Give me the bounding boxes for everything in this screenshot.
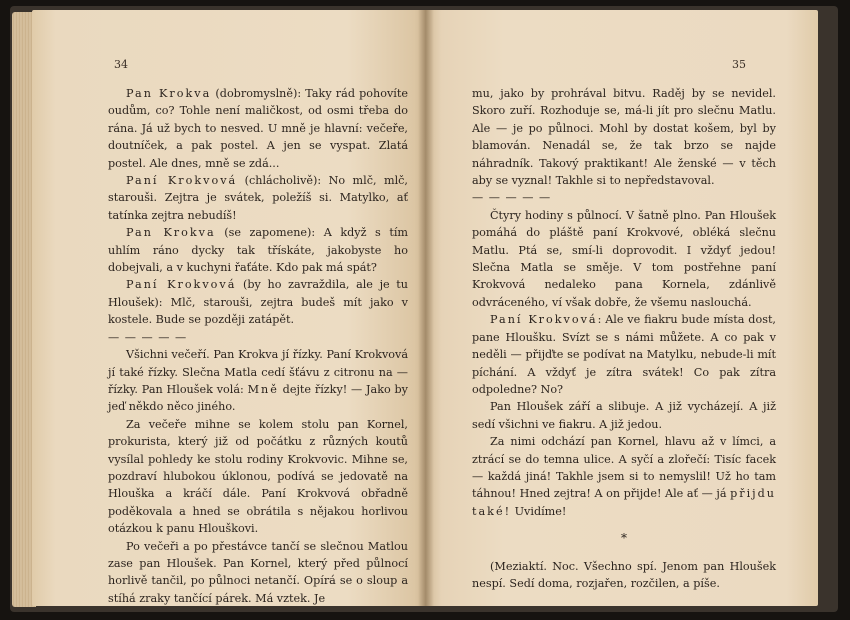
paragraph-text: dejte řízky! — Jako by jeď někdo něco jiného. (108, 382, 409, 414)
right-page-number: 35 (732, 58, 746, 71)
right-page-text (472, 85, 776, 592)
paragraph (108, 276, 408, 328)
paragraph-text: : Ale ve fiakru bude místa dost, pane Hloušku. Svízt se s námi můžete. A co pak v neděli — přijďte se podívat na Matylku, nebude-li mít píchání. A vždyť je zítra svátek! Co pak zítra odpoledne? No? (472, 313, 776, 396)
paragraph (472, 433, 776, 520)
paragraph (108, 346, 408, 416)
paragraph: Čtyry hodiny s půlnocí. V šatně plno. Pan Hloušek pomáhá do pláště paní Krokvové, obléká slečnu Matlu. Ptá se, smí-li doprovodit. I vždyť jedou! Slečna Matla se směje. V tom postřehne paní Krokvová nedaleko pana Kornela, zdánlivě odvráceného, ví však dobře, že všemu naslouchá. (472, 208, 776, 309)
right-page (426, 10, 818, 606)
spaced-emphasis: Mně (247, 382, 279, 396)
paragraph-text: (se zapomene): A když s tím uhlím ráno dycky tak třískáte, jakobyste ho dobejvali, a v kuchyni řaťáte. Kdo pak má spát? (108, 226, 409, 275)
left-page-text (108, 85, 408, 607)
spaced-emphasis: přijdu také! (472, 487, 776, 518)
speaker-name: Paní Krokvová (126, 174, 238, 188)
paragraph (108, 224, 408, 276)
asterisk-ornament: * (621, 531, 627, 546)
paragraph-text: (by ho zavraždila, ale je tu Hloušek): Mlč, starouši, zejtra budeš mít jako v kostele. Bude se později zatápět. (108, 278, 408, 327)
paragraph (472, 311, 776, 398)
paragraph-text: Uvidíme! (511, 504, 567, 518)
left-page-number: 34 (114, 58, 128, 71)
paragraph: (Meziaktí. Noc. Všechno spí. Jenom pan Hloušek nespí. Sedí doma, rozjařen, rozčilen, a píše. (472, 559, 776, 590)
paragraph-text: (chlácholivě): No mlč, mlč, starouši. Zejtra je svátek, poležíš si. Matylko, ať tatínka zejtra nebudíš! (108, 174, 408, 222)
paragraph-text: Všichni večeří. Pan Krokva jí řízky. Paní Krokvová jí také řízky. Slečna Matla cedí šťávu z citronu na — řízky. Pan Hloušek volá: (108, 348, 408, 396)
scene-break: — — — — — (472, 191, 552, 205)
scene-break: — — — — — (108, 330, 188, 344)
paragraph-text: Za nimi odchází pan Kornel, hlavu až v límci, a ztrácí se do temna ulice. A syčí a zlořečí: Tisíc facek — každá jiná! Takhle jsem si to nemyslil! Už ho tam táhnou! Hned zejtra! A on přijde! Ale ať — já (472, 435, 776, 501)
speaker-name: Paní Krokvová (126, 278, 237, 292)
left-page (32, 10, 426, 606)
paragraph-text: (dobromyslně): Taky rád pohovíte oudům, co? Tohle není maličkost, od osmi třeba do rána. Já už bych to nesved. U mně je hlavní: večeře, doutníček, a pak postel. A jen se vyspat. Zlatá postel. Ale dnes, mně se zdá... (108, 87, 408, 170)
paragraph: mu, jako by prohrával bitvu. Raděj by se nevidel. Skoro zuří. Rozhoduje se, má-li jít pro slečnu Matlu. Ale — je po půlnoci. Mohl by dostat košem, byl by blamován. Nenadál se, že tak brzo se najde náhradník. Takový praktikant! Ale ženské — v těch aby se vyznal! Takhle si to nepředstavoval. (472, 87, 776, 188)
paragraph: Pan Hloušek září a slibuje. A již vycházejí. A již sedí všichni ve fiakru. A již jedou. (472, 400, 776, 431)
book-gutter (418, 10, 434, 606)
paragraph (108, 85, 408, 172)
paragraph: Za večeře mihne se kolem stolu pan Kornel, prokurista, který již od počátku z různých koutů vysílal pohledy ke stolu rodiny Krokvovic. Mihne se, pozdraví hlubokou úklonou, podívá se jedovatě na Hlouška a kráčí dále. Paní Krokvová obřadně poděkovala a hned se obrátila s nějakou horlivou otázkou k panu Hlouškovi. (108, 417, 408, 536)
paragraph: Po večeři a po přestávce tančí se slečnou Matlou zase pan Hloušek. Pan Kornel, který před půlnocí horlivě tančil, po půlnoci netančí. Opírá se o sloup a stíhá zraky tančící párek. Má vztek. Je (108, 539, 408, 605)
speaker-name: Pan Krokva (126, 87, 212, 100)
speaker-name: Paní Krokvová (490, 313, 598, 327)
paragraph (108, 172, 408, 224)
speaker-name: Pan Krokva (126, 226, 216, 240)
